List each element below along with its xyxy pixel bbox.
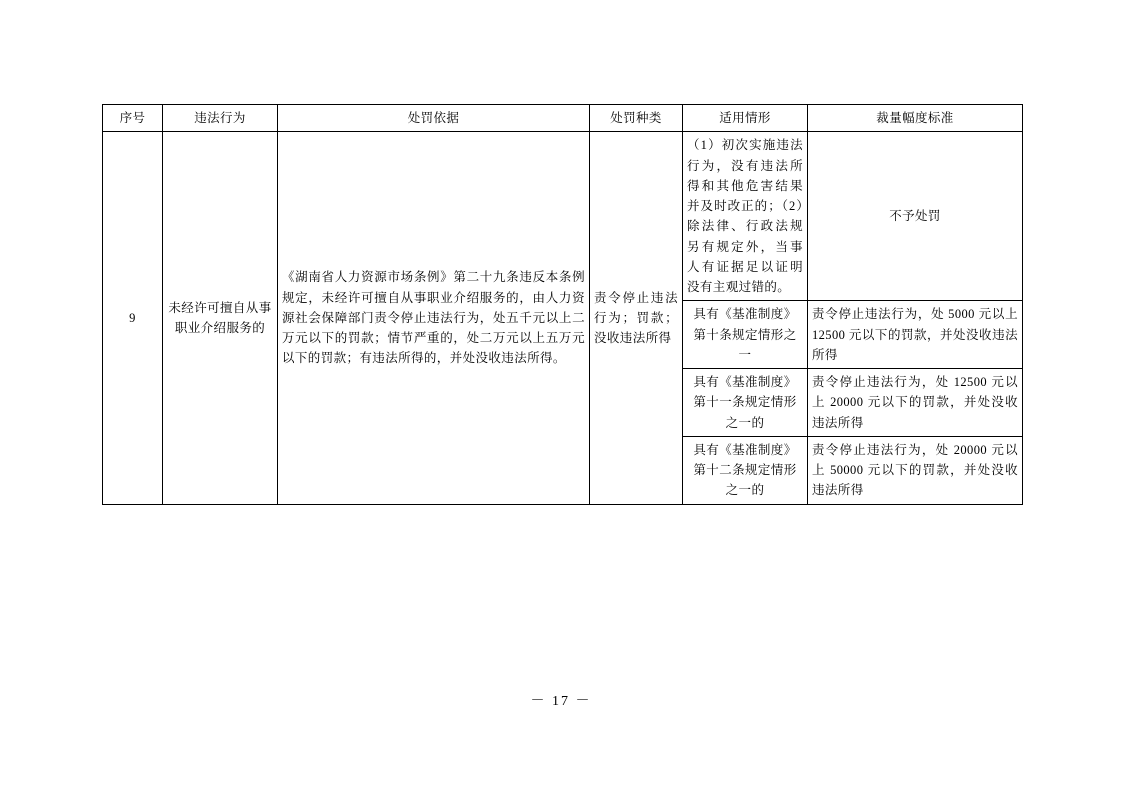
- header-cell-basis: 处罚依据: [278, 105, 590, 132]
- discretion-standards-table: [102, 104, 1023, 505]
- cell-serial-number: 9: [103, 132, 163, 504]
- cell-applicable-case: 具有《基准制度》第十二条规定情形之一的: [683, 436, 808, 504]
- cell-discretion-standard: 责令停止违法行为，处 20000 元以上 50000 元以下的罚款，并处没收违法所得: [808, 436, 1023, 504]
- header-cell-case: 适用情形: [683, 105, 808, 132]
- table-row: [103, 132, 1023, 301]
- header-cell-violation: 违法行为: [163, 105, 278, 132]
- header-cell-penalty-type: 处罚种类: [590, 105, 683, 132]
- cell-discretion-standard: 责令停止违法行为，处 12500 元以上 20000 元以下的罚款，并处没收违法所得: [808, 369, 1023, 437]
- header-cell-standard: 裁量幅度标准: [808, 105, 1023, 132]
- cell-penalty-type: 责令停止违法行为；罚款；没收违法所得: [590, 132, 683, 504]
- cell-applicable-case: （1）初次实施违法行为，没有违法所得和其他危害结果并及时改正的；（2）除法律、行政法规另有规定外，当事人有证据足以证明没有主观过错的。: [683, 132, 808, 301]
- table-header-row: [103, 105, 1023, 132]
- cell-discretion-standard: 不予处罚: [808, 132, 1023, 301]
- header-cell-no: 序号: [103, 105, 163, 132]
- discretion-standards-table-wrapper: [102, 104, 1022, 505]
- cell-penalty-basis: 《湖南省人力资源市场条例》第二十九条违反本条例规定，未经许可擅自从事职业介绍服务的，由人力资源社会保障部门责令停止违法行为，处五千元以上二万元以下的罚款；情节严重的，处二万元以上五万元以下的罚款；有违法所得的，并处没收违法所得。: [278, 132, 590, 504]
- cell-discretion-standard: 责令停止违法行为，处 5000 元以上 12500 元以下的罚款，并处没收违法所得: [808, 301, 1023, 369]
- cell-applicable-case: 具有《基准制度》第十条规定情形之一: [683, 301, 808, 369]
- page-number: － 17 －: [530, 694, 592, 709]
- cell-applicable-case: 具有《基准制度》第十一条规定情形之一的: [683, 369, 808, 437]
- cell-violation-act: 未经许可擅自从事职业介绍服务的: [163, 132, 278, 504]
